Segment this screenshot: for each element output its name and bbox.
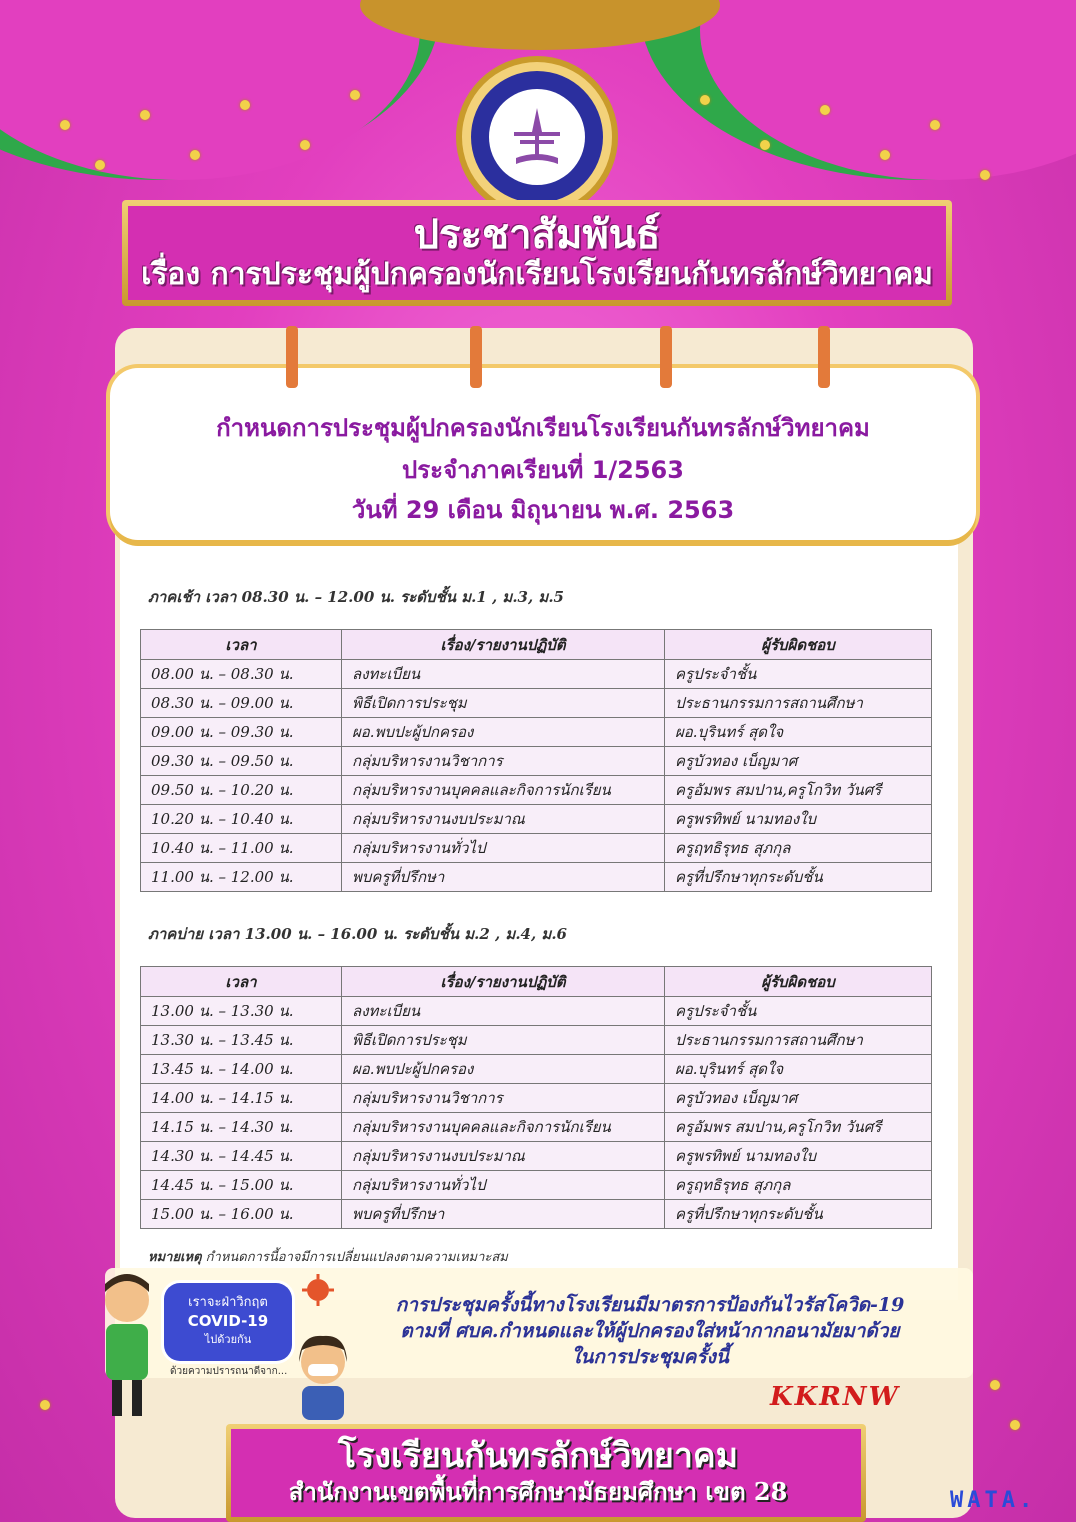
- cell-responsible: ครูฤทธิรุทธ สุภกุล: [665, 1171, 932, 1200]
- cell-time: 13.45 น. – 14.00 น.: [141, 1055, 342, 1084]
- cell-time: 14.30 น. – 14.45 น.: [141, 1142, 342, 1171]
- cell-topic: พิธีเปิดการประชุม: [342, 689, 665, 718]
- cell-responsible: ครูอัมพร สมปาน,ครูโกวิท วันศรี: [665, 776, 932, 805]
- cell-time: 14.00 น. – 14.15 น.: [141, 1084, 342, 1113]
- table-row: [141, 660, 932, 689]
- header-line-1: กำหนดการประชุมผู้ปกครองนักเรียนโรงเรียนกันทรลักษ์วิทยาคม: [216, 414, 870, 442]
- cell-time: 14.45 น. – 15.00 น.: [141, 1171, 342, 1200]
- footer-school-name: โรงเรียนกันทรลักษ์วิทยาคม: [337, 1436, 739, 1476]
- cell-time: 10.20 น. – 10.40 น.: [141, 805, 342, 834]
- cell-topic: กลุ่มบริหารงานบุคคลและกิจการนักเรียน: [342, 1113, 665, 1142]
- virus-icon: [300, 1272, 336, 1308]
- bubble-caption: ด้วยความปรารถนาดีจาก...: [170, 1366, 288, 1377]
- column-header-responsible: ผู้รับผิดชอบ: [665, 967, 932, 997]
- signature-mark: KKRNW: [770, 1382, 900, 1412]
- cell-topic: ผอ.พบปะผู้ปกครอง: [342, 718, 665, 747]
- cell-topic: กลุ่มบริหารงานทั่วไป: [342, 834, 665, 863]
- cell-time: 13.00 น. – 13.30 น.: [141, 997, 342, 1026]
- cell-topic: ลงทะเบียน: [342, 660, 665, 689]
- cell-responsible: ครูอัมพร สมปาน,ครูโกวิท วันศรี: [665, 1113, 932, 1142]
- cell-topic: ลงทะเบียน: [342, 997, 665, 1026]
- column-header-topic: เรื่อง/รายงานปฏิบัติ: [342, 630, 665, 660]
- table-row: [141, 1055, 932, 1084]
- remark: [148, 1246, 508, 1267]
- table-row: [141, 997, 932, 1026]
- remark-text: กำหนดการนี้อาจมีการเปลี่ยนแปลงตามความเหมาะสม: [205, 1250, 508, 1265]
- cell-topic: กลุ่มบริหารงานวิชาการ: [342, 1084, 665, 1113]
- cell-responsible: ครูที่ปรึกษาทุกระดับชั้น: [665, 1200, 932, 1229]
- cell-responsible: ประธานกรรมการสถานศึกษา: [665, 1026, 932, 1055]
- cell-time: 11.00 น. – 12.00 น.: [141, 863, 342, 892]
- table-row: [141, 747, 932, 776]
- binder-ring: [470, 326, 482, 388]
- cell-responsible: ครูประจำชั้น: [665, 997, 932, 1026]
- cell-responsible: ประธานกรรมการสถานศึกษา: [665, 689, 932, 718]
- cell-topic: พบครูที่ปรึกษา: [342, 1200, 665, 1229]
- cell-topic: พบครูที่ปรึกษา: [342, 863, 665, 892]
- bubble-line-3: ไปด้วยกัน: [204, 1333, 252, 1346]
- banner-title: ประชาสัมพันธ์: [413, 211, 661, 258]
- morning-session-heading: ภาคเช้า เวลา 08.30 น. – 12.00 น. ระดับชั้น ม.1 , ม.3, ม.5: [148, 588, 564, 606]
- cell-topic: กลุ่มบริหารงานบุคคลและกิจการนักเรียน: [342, 776, 665, 805]
- table-row: [141, 1200, 932, 1229]
- cell-time: 13.30 น. – 13.45 น.: [141, 1026, 342, 1055]
- cell-topic: พิธีเปิดการประชุม: [342, 1026, 665, 1055]
- watermark: WATA.: [950, 1488, 1037, 1513]
- table-header-row: [141, 967, 932, 997]
- table-row: [141, 863, 932, 892]
- bubble-line-2: COVID-19: [187, 1312, 269, 1330]
- cell-responsible: ผอ.บุรินทร์ สุดใจ: [665, 718, 932, 747]
- cell-time: 09.50 น. – 10.20 น.: [141, 776, 342, 805]
- table-header-row: [141, 630, 932, 660]
- banner-subtitle: เรื่อง การประชุมผู้ปกครองนักเรียนโรงเรียนกันทรลักษ์วิทยาคม: [141, 257, 933, 292]
- binder-ring: [818, 326, 830, 388]
- table-row: [141, 689, 932, 718]
- column-header-time: เวลา: [141, 630, 342, 660]
- table-row: [141, 805, 932, 834]
- cell-topic: ผอ.พบปะผู้ปกครอง: [342, 1055, 665, 1084]
- cell-responsible: ครูพรทิพย์ นามทองใบ: [665, 805, 932, 834]
- cell-topic: กลุ่มบริหารงานวิชาการ: [342, 747, 665, 776]
- table-row: [141, 1084, 932, 1113]
- cell-time: 15.00 น. – 16.00 น.: [141, 1200, 342, 1229]
- cell-time: 09.30 น. – 09.50 น.: [141, 747, 342, 776]
- cell-responsible: ครูบัวทอง เบ็ญมาศ: [665, 747, 932, 776]
- table-row: [141, 776, 932, 805]
- title-banner: [122, 200, 952, 306]
- table-row: [141, 1142, 932, 1171]
- table-row: [141, 834, 932, 863]
- column-header-topic: เรื่อง/รายงานปฏิบัติ: [342, 967, 665, 997]
- cell-time: 10.40 น. – 11.00 น.: [141, 834, 342, 863]
- cell-responsible: ผอ.บุรินทร์ สุดใจ: [665, 1055, 932, 1084]
- footer-office-name: สำนักงานเขตพื้นที่การศึกษามัธยมศึกษา เขต 28: [288, 1477, 788, 1506]
- school-logo: [462, 62, 612, 212]
- schedule-header-card: [110, 368, 976, 540]
- afternoon-schedule-table: [140, 966, 932, 1229]
- covid-message-line-1: การประชุมครั้งนี้ทางโรงเรียนมีมาตรการป้องกันไวรัสโควิด-19: [395, 1294, 905, 1316]
- cell-topic: กลุ่มบริหารงานงบประมาณ: [342, 1142, 665, 1171]
- morning-schedule-table: [140, 629, 932, 892]
- cell-responsible: ครูที่ปรึกษาทุกระดับชั้น: [665, 863, 932, 892]
- binder-ring: [286, 326, 298, 388]
- cell-time: 08.30 น. – 09.00 น.: [141, 689, 342, 718]
- covid-speech-bubble: [164, 1283, 292, 1361]
- cell-time: 14.15 น. – 14.30 น.: [141, 1113, 342, 1142]
- covid-message-line-2: ตามที่ ศบค.กำหนดและให้ผู้ปกครองใส่หน้ากากอนามัยมาด้วย: [400, 1320, 900, 1342]
- remark-label: หมายเหตุ: [148, 1250, 202, 1265]
- covid-message-line-3: ในการประชุมครั้งนี้: [571, 1346, 729, 1368]
- cell-time: 08.00 น. – 08.30 น.: [141, 660, 342, 689]
- binder-ring: [660, 326, 672, 388]
- cell-responsible: ครูพรทิพย์ นามทองใบ: [665, 1142, 932, 1171]
- column-header-time: เวลา: [141, 967, 342, 997]
- table-row: [141, 1171, 932, 1200]
- cartoon-man-icon: [92, 1270, 162, 1420]
- table-row: [141, 718, 932, 747]
- bubble-line-1: เราจะฝ่าวิกฤต: [188, 1295, 268, 1310]
- cell-topic: กลุ่มบริหารงานทั่วไป: [342, 1171, 665, 1200]
- cell-responsible: ครูประจำชั้น: [665, 660, 932, 689]
- cell-responsible: ครูบัวทอง เบ็ญมาศ: [665, 1084, 932, 1113]
- afternoon-session-heading: ภาคบ่าย เวลา 13.00 น. – 16.00 น. ระดับชั้น ม.2 , ม.4, ม.6: [148, 925, 567, 943]
- table-row: [141, 1113, 932, 1142]
- cartoon-woman-icon: [288, 1330, 358, 1420]
- column-header-responsible: ผู้รับผิดชอบ: [665, 630, 932, 660]
- cell-topic: กลุ่มบริหารงานงบประมาณ: [342, 805, 665, 834]
- header-line-2: ประจำภาคเรียนที่ 1/2563: [402, 456, 684, 484]
- table-row: [141, 1026, 932, 1055]
- header-line-3: วันที่ 29 เดือน มิถุนายน พ.ศ. 2563: [351, 496, 735, 524]
- cell-responsible: ครูฤทธิรุทธ สุภกุล: [665, 834, 932, 863]
- cell-time: 09.00 น. – 09.30 น.: [141, 718, 342, 747]
